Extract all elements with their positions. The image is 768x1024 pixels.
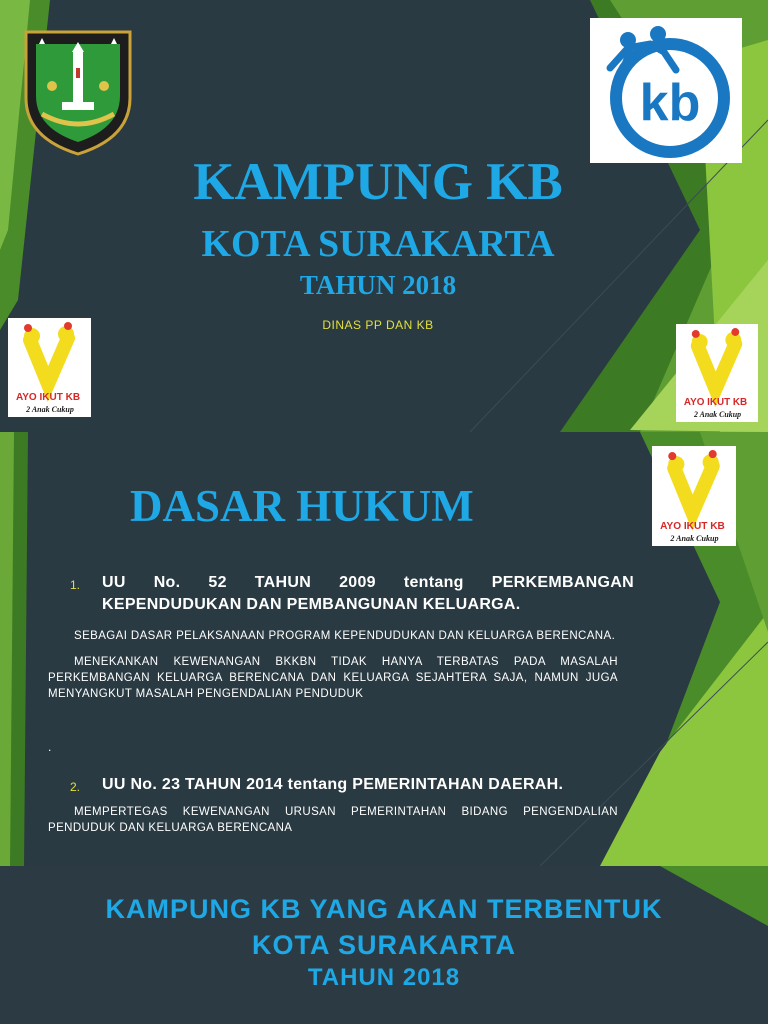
ayo-ikut-kb-mascot-right <box>676 324 758 422</box>
list-number: 1. <box>70 578 81 592</box>
separator-dot: . <box>48 740 52 754</box>
law-note-paragraph: MEMPERTEGAS KEWENANGAN URUSAN PEMERINTAHAN BIDANG PENGENDALIAN PENDUDUK DAN KELUARGA BERENCANA <box>48 806 618 834</box>
law-item-2 <box>70 774 634 798</box>
closing-line-1: KAMPUNG KB YANG AKAN TERBENTUK <box>105 894 663 924</box>
mascot-icon <box>676 324 758 422</box>
mascot-icon <box>8 318 91 417</box>
ayo-ikut-kb-mascot-left <box>8 318 91 417</box>
mascot-tagline: 2 Anak Cukup <box>693 409 742 419</box>
mascot-slogan: AYO IKUT KB <box>683 397 748 409</box>
closing-line-3: TAHUN 2018 <box>307 964 461 991</box>
law-item-title: UU No. 52 TAHUN 2009 tentang PERKEMBANGAN KEPENDUDUKAN DAN PEMBANGUNAN KELUARGA. <box>102 574 634 613</box>
law-item-2-notes <box>48 804 618 836</box>
law-note-paragraph: SEBAGAI DASAR PELAKSANAAN PROGRAM KEPENDUDUKAN DAN KELUARGA BERENCANA. <box>74 630 616 642</box>
law-item-1 <box>70 572 634 618</box>
mascot-tagline: 2 Anak Cukup <box>670 533 719 543</box>
slide-title <box>0 0 768 432</box>
subtitle-year: TAHUN 2018 <box>299 270 457 300</box>
surakarta-coat-of-arms <box>22 28 134 156</box>
law-note-paragraph: MENEKANKAN KEWENANGAN BKKBN TIDAK HANYA TERBATAS PADA MASALAH PERKEMBANGAN KELUARGA BERENCANA DAN KELUARGA SEJAHTERA SAJA, NAMUN JUGA MENYANGKUT MASALAH PENGENDALIAN PENDUDUK <box>48 656 618 700</box>
ayo-ikut-kb-mascot <box>652 446 736 546</box>
mascot-slogan: AYO IKUT KB <box>15 392 81 403</box>
law-item-1-notes <box>48 628 618 702</box>
closing-line-2: KOTA SURAKARTA <box>252 930 516 960</box>
mascot-slogan: AYO IKUT KB <box>660 520 725 532</box>
mascot-tagline: 2 Anak Cukup <box>26 405 74 414</box>
agency-label: DINAS PP DAN KB <box>322 318 434 332</box>
kb-logo-text: kb <box>639 74 701 132</box>
list-number: 2. <box>70 780 81 794</box>
bkkbn-kb-logo <box>590 18 742 163</box>
heading-dasar-hukum: DASAR HUKUM <box>130 481 474 531</box>
mascot-icon <box>652 446 736 546</box>
slide-kampung-kb-terbentuk <box>0 866 768 1024</box>
slide-dasar-hukum <box>0 432 768 866</box>
law-item-title: UU No. 23 TAHUN 2014 tentang PEMERINTAHAN DAERAH. <box>102 776 564 793</box>
kb-logo-icon <box>590 18 742 163</box>
title-kampung-kb: KAMPUNG KB <box>193 153 563 211</box>
subtitle-city: KOTA SURAKARTA <box>201 223 555 265</box>
